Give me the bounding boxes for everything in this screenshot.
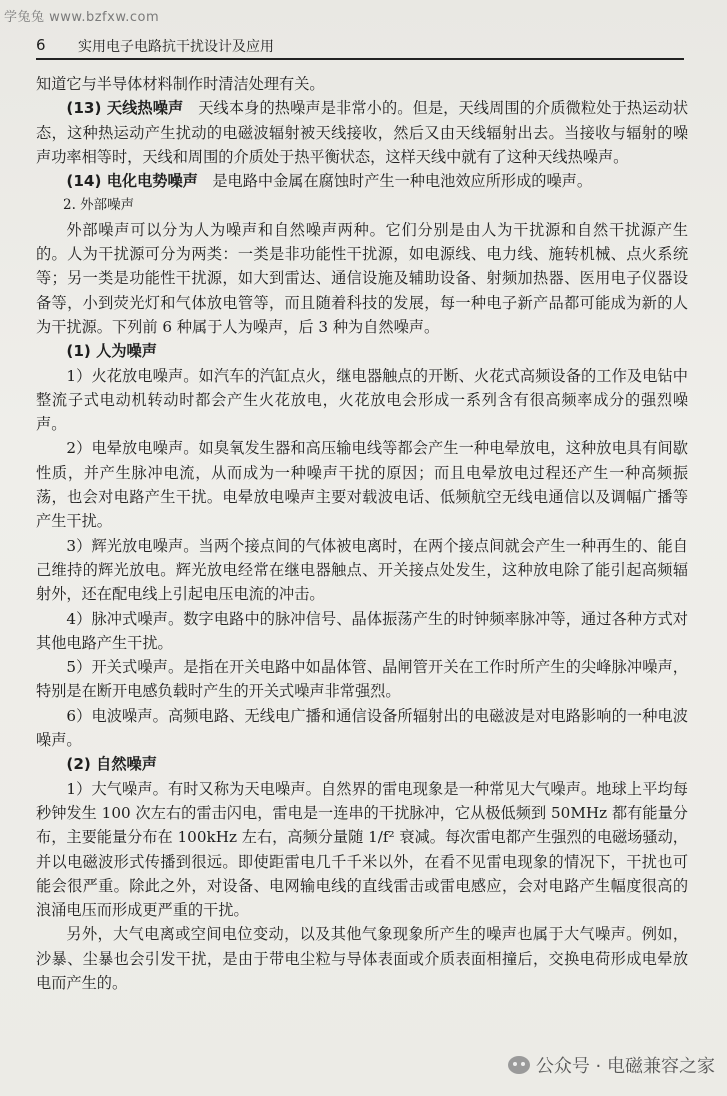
wechat-icon — [508, 1056, 530, 1074]
list-item-radio-wave-noise: 6）电波噪声。高频电路、无线电广播和通信设备所辐射出的电磁波是对电路影响的一种电波噪声。 — [36, 706, 688, 750]
list-item-atmospheric-noise: 1）大气噪声。有时又称为天电噪声。自然界的雷电现象是一种常见大气噪声。地球上平均每秒钟发生 100 次左右的雷击闪电，雷电是一连串的干扰脉冲，它从极低频到 50MHz 都有能量分布，主要能量分布在 100kHz 左右，高频分量随 1/f² 衰减。每次雷电都产生强烈的电磁场骚动，并以电磁波形式传播到很远。即使距雷电几千千米以外，在看不见雷电现象的情况下，干扰也可能会很严重。除此之外，对设备、电网输电线的直线雷击或雷电感应，会对电路产生幅度很高的浪涌电压而形成更严重的干扰。 — [36, 779, 688, 920]
list-item-pulse-noise: 4）脉冲式噪声。数字电路中的脉冲信号、晶体振荡产生的时钟频率脉冲等，通过各种方式对其他电路产生干扰。 — [36, 609, 688, 652]
term-antenna-thermal-noise: (13) 天线热噪声 — [66, 99, 184, 118]
list-item-corona-discharge: 2）电晕放电噪声。如臭氧发生器和高压输电线等都会产生一种电晕放电，这种放电具有间歇性质，并产生脉冲电流，从而成为一种噪声干扰的原因；而且电晕放电过程还产生一种高频振荡，也会对电路产生干扰。电晕放电噪声主要对载波电话、低频航空无线电通信以及调幅广播等产生干扰。 — [36, 439, 688, 531]
text-antenna-thermal-noise: 天线本身的热噪声是非常小的。但是，天线周围的介质微粒处于热运动状态，这种热运动产生扰动的电磁波辐射被天线接收，然后又由天线辐射出去。当接收与辐射的噪声功率相等时，天线和周围的介质处于热平衡状态，这样天线中就有了这种天线热噪声。 — [36, 99, 689, 166]
list-item-spark-discharge: 1）火花放电噪声。如汽车的汽缸点火，继电器触点的开断、火花式高频设备的工作及电钻中整流子式电动机转动时都会产生火花放电，火花放电会形成一系列含有很高频率成分的强烈噪声。 — [36, 366, 688, 434]
wechat-watermark-text: 公众号 · 电磁兼容之家 — [535, 1056, 715, 1077]
text-electrochemical-noise: 是电路中金属在腐蚀时产生一种电池效应所形成的噪声。 — [212, 172, 592, 191]
body-text — [36, 72, 688, 995]
section-heading-external-noise: 2. 外部噪声 — [63, 197, 135, 214]
wechat-watermark — [508, 1052, 715, 1078]
subheading-man-made-noise: (1) 人为噪声 — [66, 342, 157, 361]
paragraph-continuation: 知道它与半导体材料制作时清洁处理有关。 — [36, 75, 325, 93]
page-header — [36, 36, 681, 56]
subheading-natural-noise: (2) 自然噪声 — [66, 755, 157, 774]
list-item-glow-discharge: 3）辉光放电噪声。当两个接点间的气体被电离时，在两个接点间就会产生一种再生的、能自己维持的辉光放电。辉光放电经常在继电器触点、开关接点处发生，这种放电除了能引起高频辐射外，还在配电线上引起电压电流的冲击。 — [36, 536, 688, 604]
site-watermark: 学兔兔 www.bzfxw.com — [4, 10, 160, 25]
paragraph-electrochemical-noise — [36, 169, 688, 193]
list-item-switching-noise: 5）开关式噪声。是指在开关电路中如晶体管、晶闸管开关在工作时所产生的尖峰脉冲噪声，特别是在断开电感负载时产生的开关式噪声非常强烈。 — [36, 658, 688, 701]
page-number: 6 — [36, 36, 46, 54]
paragraph-atmospheric-extra: 另外，大气电离或空间电位变动，以及其他气象现象所产生的噪声也属于大气噪声。例如，沙暴、尘暴也会引发干扰，是由于带电尘粒与导体表面或介质表面相撞后，交换电荷形成电晕放电而产生的。 — [36, 925, 688, 992]
header-divider — [36, 58, 684, 60]
term-electrochemical-noise: (14) 电化电势噪声 — [66, 172, 198, 191]
book-title: 实用电子电路抗干扰设计及应用 — [78, 39, 274, 55]
paragraph-antenna-thermal-noise — [36, 96, 688, 169]
paragraph-external-noise-intro: 外部噪声可以分为人为噪声和自然噪声两种。它们分别是由人为干扰源和自然干扰源产生的。人为干扰源可分为两类：一类是非功能性干扰源，如电源线、电力线、施转机械、点火系统等；另一类是功能性干扰源，如大到雷达、通信设施及辅助设备、射频加热器、医用电子仪器设备等，小到荧光灯和气体放电管等，而且随着科技的发展，每一种电子新产品都可能成为新的人为干扰源。下列前 6 种属于人为噪声，后 3 种为自然噪声。 — [36, 220, 688, 336]
